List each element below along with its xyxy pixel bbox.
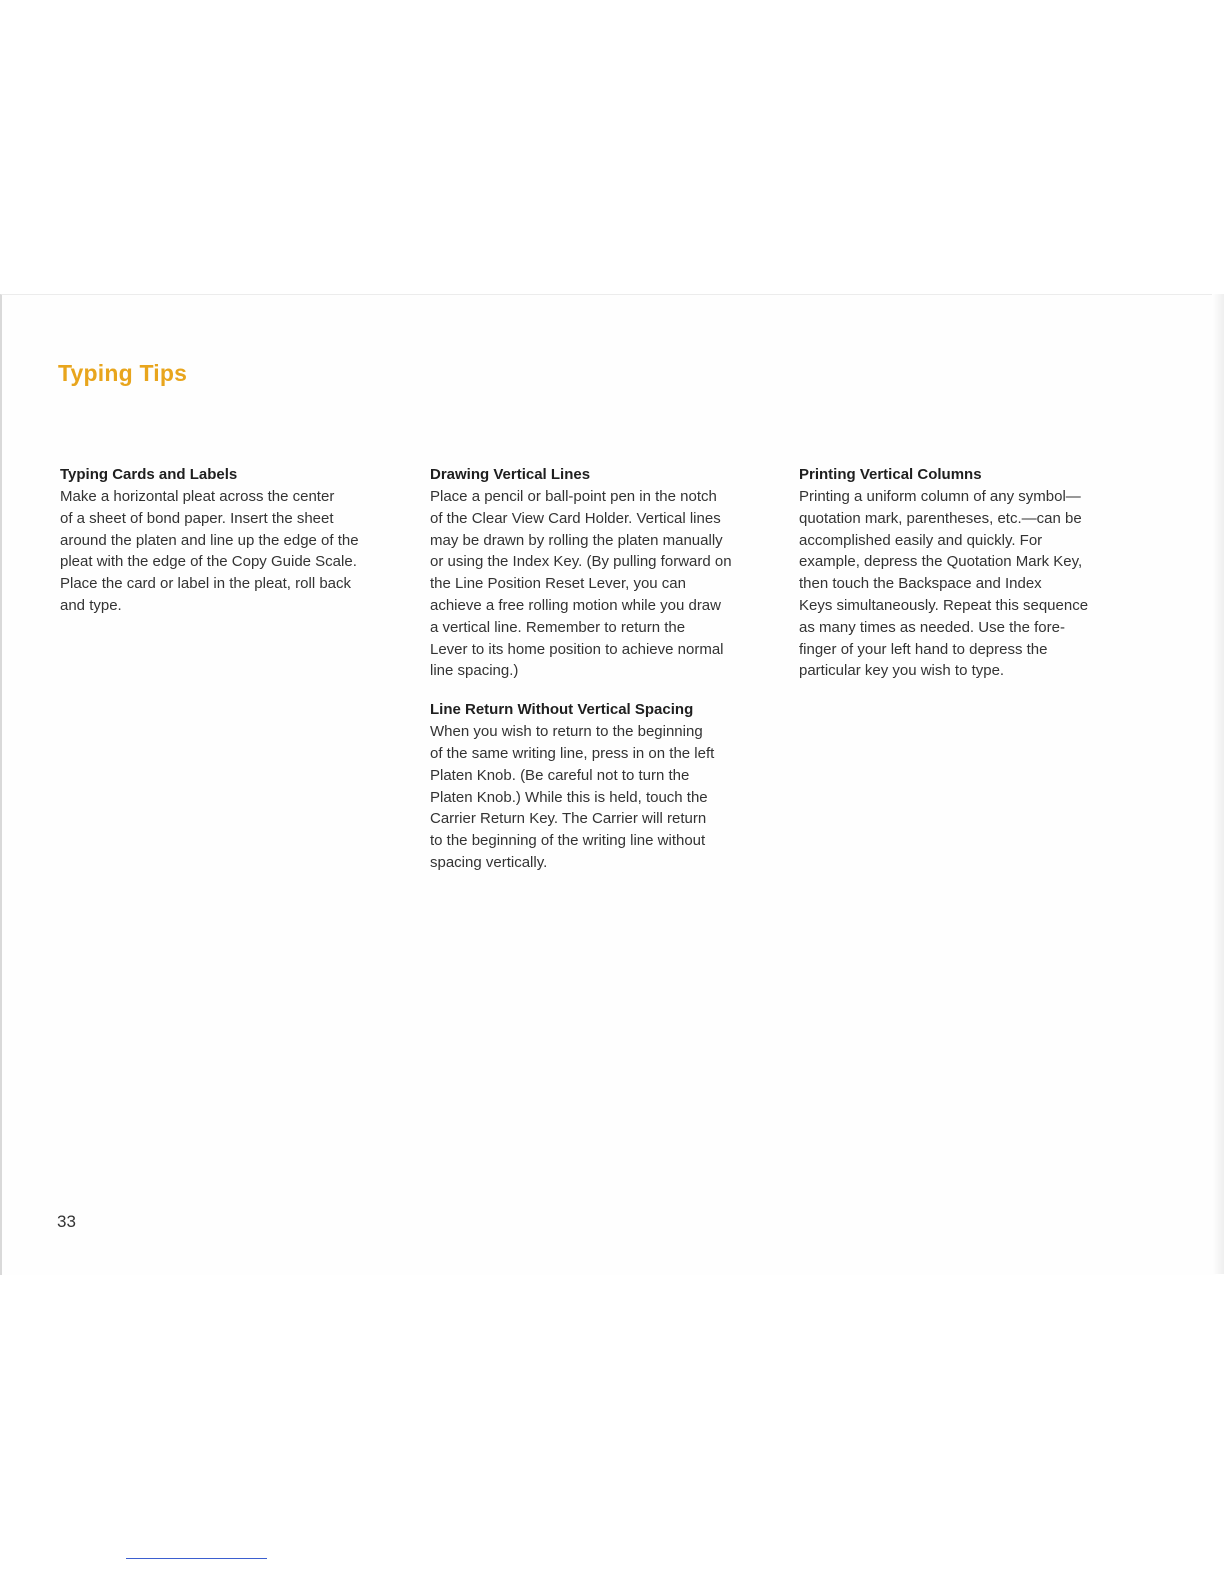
text-line: Platen Knob. (Be careful not to turn the [430,766,690,784]
text-line: then touch the Backspace and Index [799,575,1042,593]
column-2 [430,464,775,874]
text-line: Carrier Return Key. The Carrier will return [430,810,707,828]
text-line: particular key you wish to type. [799,662,1005,680]
text-line: finger of your left hand to depress the [799,640,1048,658]
text-line: Keys simultaneously. Repeat this sequence [799,596,1089,614]
section-body-printing-vertical-columns [799,486,1144,682]
text-line: achieve a free rolling motion while you draw [430,596,721,614]
text-line: as many times as needed. Use the fore- [799,618,1065,636]
section-heading-drawing-vertical-lines: Drawing Vertical Lines [430,466,591,483]
text-line: example, depress the Quotation Mark Key, [799,553,1083,571]
text-line: may be drawn by rolling the platen manually [430,531,723,549]
footnote-rule [126,1558,267,1559]
text-line: to the beginning of the writing line without [430,832,706,850]
text-line: Lever to its home position to achieve normal [430,640,724,658]
column-1 [60,464,405,617]
text-line: spacing vertically. [430,853,548,871]
text-line: of the same writing line, press in on the left [430,744,715,762]
section-spacer [430,682,775,699]
column-3 [799,464,1144,682]
section-body-drawing-vertical-lines [430,486,775,682]
section-heading-typing-cards: Typing Cards and Labels [60,466,238,483]
text-line: Make a horizontal pleat across the center [60,488,335,505]
text-line: Platen Knob.) While this is held, touch the [430,788,708,806]
text-line: a vertical line. Remember to return the [430,618,686,636]
text-line: around the platen and line up the edge of the [60,531,359,549]
page-edge-shadow [1212,294,1224,1274]
text-line: line spacing.) [430,662,519,680]
text-line: Printing a uniform column of any symbol— [799,488,1081,505]
text-line: of the Clear View Card Holder. Vertical lines [430,509,721,527]
text-line: When you wish to return to the beginning [430,723,703,741]
section-heading-line-return: Line Return Without Vertical Spacing [430,701,694,719]
text-line: or using the Index Key. (By pulling forward on [430,553,732,571]
text-line: and type. [60,596,122,614]
text-line: quotation mark, parentheses, etc.—can be [799,509,1082,527]
text-line: accomplished easily and quickly. For [799,531,1043,549]
text-line: pleat with the edge of the Copy Guide Scale. [60,553,357,571]
section-body-line-return [430,721,775,874]
page-title: Typing Tips [58,360,188,386]
section-heading-printing-vertical-columns: Printing Vertical Columns [799,466,982,483]
page-number: 33 [57,1212,76,1231]
text-line: of a sheet of bond paper. Insert the sheet [60,509,334,527]
text-line: the Line Position Reset Lever, you can [430,575,686,593]
text-line: Place a pencil or ball-point pen in the notch [430,488,717,505]
section-body-typing-cards [60,486,405,617]
text-line: Place the card or label in the pleat, roll back [60,575,351,593]
